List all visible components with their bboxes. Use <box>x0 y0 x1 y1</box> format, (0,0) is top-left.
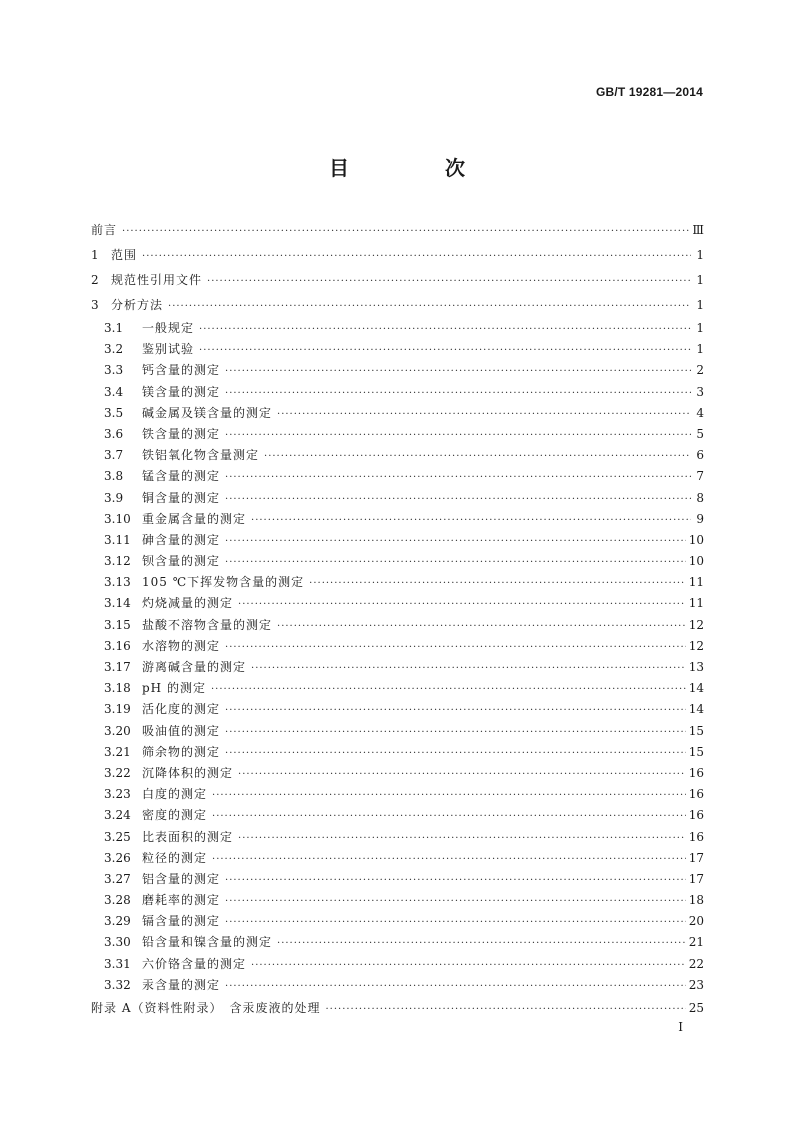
toc-entry-number: 3.7 <box>104 448 124 463</box>
toc-entry[interactable] <box>91 293 704 318</box>
dot-leader <box>225 361 691 382</box>
toc-entry-page: 25 <box>688 1001 704 1015</box>
dot-leader <box>225 383 691 404</box>
toc-entry-label: 规范性引用文件 <box>111 273 203 287</box>
toc-entry-page: 7 <box>696 469 704 484</box>
toc-entry[interactable] <box>91 721 704 742</box>
toc-entry-label: 铁含量的测定 <box>142 426 221 441</box>
toc-entry-page: 14 <box>688 702 704 717</box>
toc-entry[interactable] <box>91 424 704 445</box>
toc-entry-label: 重金属含量的测定 <box>142 511 247 526</box>
toc-entry-number: 3.20 <box>104 723 131 738</box>
toc-entry-number: 3.3 <box>104 363 124 378</box>
toc-entry-label: 比表面积的测定 <box>142 829 234 844</box>
toc-entry-page: 1 <box>696 342 704 357</box>
toc-entry[interactable] <box>91 268 704 293</box>
toc-entry[interactable] <box>91 996 704 1021</box>
toc-entry[interactable] <box>91 593 704 614</box>
dot-leader <box>199 340 691 361</box>
toc-entry-page: 16 <box>688 765 704 780</box>
dot-leader <box>212 785 686 806</box>
toc-entry-label: 密度的测定 <box>142 808 208 823</box>
toc-entry-label: 钙含量的测定 <box>142 363 221 378</box>
toc-entry[interactable] <box>91 488 704 509</box>
toc-entry-label: 一般规定 <box>142 321 195 335</box>
toc-entry-page: 21 <box>688 935 704 950</box>
toc-entry[interactable] <box>91 848 704 869</box>
dot-leader <box>212 806 686 827</box>
toc-entry-number: 3.2 <box>104 342 124 357</box>
toc-entry-page: 5 <box>696 426 704 441</box>
dot-leader <box>225 722 686 743</box>
toc-entry-page: 12 <box>688 617 704 632</box>
toc-entry-page: 11 <box>688 575 704 590</box>
toc-entry-page: 17 <box>688 850 704 865</box>
toc-entry-number: 3.24 <box>104 808 131 823</box>
toc-entry[interactable] <box>91 657 704 678</box>
toc-entry-label: 灼烧减量的测定 <box>142 596 234 611</box>
toc-entry-page: 11 <box>688 596 704 611</box>
toc-entry-number: 3.29 <box>104 914 131 929</box>
toc-entry-page: 10 <box>688 532 704 547</box>
toc-entry-page: 1 <box>696 298 704 312</box>
dot-leader <box>238 828 686 849</box>
toc-entry[interactable] <box>91 572 704 593</box>
toc-entry-page: 23 <box>688 977 704 992</box>
toc-entry-label: 游离碱含量的测定 <box>142 660 247 674</box>
toc-entry-number: 3.4 <box>104 384 124 399</box>
toc-entry-label: 沉降体积的测定 <box>142 765 234 780</box>
toc-entry-number: 2 <box>91 273 99 287</box>
dot-leader <box>122 219 689 244</box>
toc-entry-number: 3.12 <box>104 554 131 569</box>
toc-entry-page: 16 <box>688 808 704 823</box>
dot-leader <box>142 244 691 269</box>
toc-list <box>91 218 704 1021</box>
dot-leader <box>225 425 691 446</box>
dot-leader <box>277 404 691 425</box>
toc-entry-number: 3.18 <box>104 681 131 696</box>
toc-entry-label: 附录 A（资料性附录） 含汞废液的处理 <box>91 1001 321 1015</box>
toc-entry-label: 白度的测定 <box>142 787 208 802</box>
toc-entry[interactable] <box>91 243 704 268</box>
toc-entry[interactable] <box>91 509 704 530</box>
dot-leader <box>309 573 686 594</box>
toc-entry[interactable] <box>91 218 704 243</box>
toc-entry-number: 3.19 <box>104 702 131 717</box>
toc-entry[interactable] <box>91 805 704 826</box>
toc-entry-number: 3.1 <box>104 321 124 335</box>
toc-entry[interactable] <box>91 382 704 403</box>
toc-entry-page: 16 <box>688 787 704 802</box>
toc-entry-number: 3.23 <box>104 787 131 802</box>
toc-entry-label: 盐酸不溶物含量的测定 <box>142 617 273 632</box>
standard-code: GB/T 19281—2014 <box>595 85 703 99</box>
toc-entry[interactable] <box>91 339 704 360</box>
toc-entry-page: 6 <box>696 448 704 463</box>
toc-entry-page: 10 <box>688 554 704 569</box>
toc-entry-number: 3.32 <box>104 977 131 992</box>
toc-entry-label: 镁含量的测定 <box>142 384 221 399</box>
toc-title: 目 次 <box>329 156 503 180</box>
toc-entry-number: 3.16 <box>104 638 131 653</box>
toc-entry-page: 14 <box>688 681 704 696</box>
toc-entry[interactable] <box>91 975 704 996</box>
toc-entry-number: 3.17 <box>104 660 131 674</box>
toc-entry-page: 15 <box>688 744 704 759</box>
toc-entry[interactable] <box>91 403 704 424</box>
toc-entry-number: 3.25 <box>104 829 131 844</box>
toc-entry-page: 16 <box>688 829 704 844</box>
toc-entry-label: 粒径的测定 <box>142 850 208 865</box>
toc-entry-page: 1 <box>696 248 704 262</box>
dot-leader <box>225 976 686 997</box>
dot-leader <box>225 743 686 764</box>
dot-leader <box>277 933 686 954</box>
dot-leader <box>199 319 691 340</box>
toc-entry-number: 3.28 <box>104 893 131 908</box>
toc-entry-page: 18 <box>688 893 704 908</box>
toc-entry-number: 3.15 <box>104 617 131 632</box>
toc-entry-label: 吸油值的测定 <box>142 723 221 738</box>
toc-entry-label: 铅含量和镍含量的测定 <box>142 935 273 950</box>
dot-leader <box>277 616 686 637</box>
toc-entry[interactable] <box>91 954 704 975</box>
toc-entry[interactable] <box>91 742 704 763</box>
toc-entry-label: 汞含量的测定 <box>142 977 221 992</box>
dot-leader <box>225 637 686 658</box>
toc-entry-number: 3.8 <box>104 469 124 484</box>
dot-leader <box>251 955 686 976</box>
toc-entry[interactable] <box>91 318 704 339</box>
toc-entry[interactable] <box>91 699 704 720</box>
toc-entry-label: 锰含量的测定 <box>142 469 221 484</box>
toc-entry-page: 22 <box>688 956 704 971</box>
toc-entry-page: 1 <box>696 321 704 335</box>
toc-entry[interactable] <box>91 827 704 848</box>
toc-entry[interactable] <box>91 890 704 911</box>
toc-entry-label: pH 的测定 <box>142 681 206 696</box>
toc-entry-label: 钡含量的测定 <box>142 554 221 569</box>
dot-leader <box>168 294 691 319</box>
toc-entry-label: 磨耗率的测定 <box>142 893 221 908</box>
dot-leader <box>225 552 686 573</box>
toc-entry[interactable] <box>91 784 704 805</box>
toc-entry-number: 1 <box>91 248 99 262</box>
toc-entry-label: 水溶物的测定 <box>142 638 221 653</box>
dot-leader <box>212 849 686 870</box>
toc-entry-number: 3.27 <box>104 871 131 886</box>
toc-entry-number: 3.10 <box>104 511 131 526</box>
toc-entry-number: 3.21 <box>104 744 131 759</box>
toc-entry-page: 15 <box>688 723 704 738</box>
toc-entry-label: 碱金属及镁含量的测定 <box>142 405 273 420</box>
toc-entry[interactable] <box>91 932 704 953</box>
toc-entry[interactable] <box>91 636 704 657</box>
toc-entry-number: 3 <box>91 298 99 312</box>
toc-entry-number: 3.13 <box>104 575 131 590</box>
toc-entry-number: 3.30 <box>104 935 131 950</box>
toc-entry[interactable] <box>91 445 704 466</box>
dot-leader <box>251 658 686 679</box>
toc-entry[interactable] <box>91 530 704 551</box>
dot-leader <box>251 510 691 531</box>
toc-entry-page: 9 <box>696 511 704 526</box>
toc-entry-number: 3.5 <box>104 405 124 420</box>
toc-entry-label: 范围 <box>111 248 138 262</box>
toc-entry-number: 3.31 <box>104 956 131 971</box>
toc-entry-number: 3.6 <box>104 426 124 441</box>
toc-entry[interactable] <box>91 911 704 932</box>
toc-entry-label: 砷含量的测定 <box>142 532 221 547</box>
page-number: I <box>678 1020 683 1034</box>
dot-leader <box>225 467 691 488</box>
toc-entry[interactable] <box>91 466 704 487</box>
toc-entry-number: 3.14 <box>104 596 131 611</box>
dot-leader <box>225 489 691 510</box>
toc-entry-label: 活化度的测定 <box>142 702 221 717</box>
toc-entry[interactable] <box>91 615 704 636</box>
toc-entry-label: 105 ℃下挥发物含量的测定 <box>142 575 305 590</box>
toc-entry-label: 铝含量的测定 <box>142 871 221 886</box>
dot-leader <box>238 594 686 615</box>
toc-entry-page: 20 <box>688 914 704 929</box>
toc-entry-number: 3.22 <box>104 765 131 780</box>
dot-leader <box>225 912 686 933</box>
dot-leader <box>225 891 686 912</box>
toc-entry-number: 3.11 <box>104 532 131 547</box>
dot-leader <box>207 269 691 294</box>
toc-entry-page: 12 <box>688 638 704 653</box>
toc-entry-number: 3.26 <box>104 850 131 865</box>
toc-entry[interactable] <box>91 360 704 381</box>
dot-leader <box>225 700 686 721</box>
toc-entry-number: 3.9 <box>104 490 124 505</box>
toc-entry-label: 六价铬含量的测定 <box>142 956 247 971</box>
toc-entry-page: 8 <box>696 490 704 505</box>
toc-entry-label: 鉴别试验 <box>142 342 195 357</box>
toc-entry-page: 1 <box>696 273 704 287</box>
dot-leader <box>225 531 686 552</box>
toc-entry-page: 17 <box>688 871 704 886</box>
dot-leader <box>238 764 686 785</box>
toc-entry[interactable] <box>91 869 704 890</box>
dot-leader <box>211 679 686 700</box>
toc-entry-label: 镉含量的测定 <box>142 914 221 929</box>
toc-entry-label: 分析方法 <box>111 298 164 312</box>
toc-entry[interactable] <box>91 763 704 784</box>
toc-entry[interactable] <box>91 678 704 699</box>
toc-entry-page: 13 <box>688 660 704 674</box>
toc-entry-label: 铁铝氧化物含量测定 <box>142 448 260 463</box>
dot-leader <box>264 446 691 467</box>
toc-entry-label: 铜含量的测定 <box>142 490 221 505</box>
toc-entry-page: 4 <box>696 405 704 420</box>
dot-leader <box>225 870 686 891</box>
toc-entry-page: 2 <box>696 363 704 378</box>
toc-entry-label: 前言 <box>91 223 118 237</box>
dot-leader <box>325 997 685 1022</box>
toc-entry-label: 筛余物的测定 <box>142 744 221 759</box>
toc-entry-page: Ⅲ <box>692 223 704 237</box>
toc-entry[interactable] <box>91 551 704 572</box>
toc-entry-page: 3 <box>696 384 704 399</box>
